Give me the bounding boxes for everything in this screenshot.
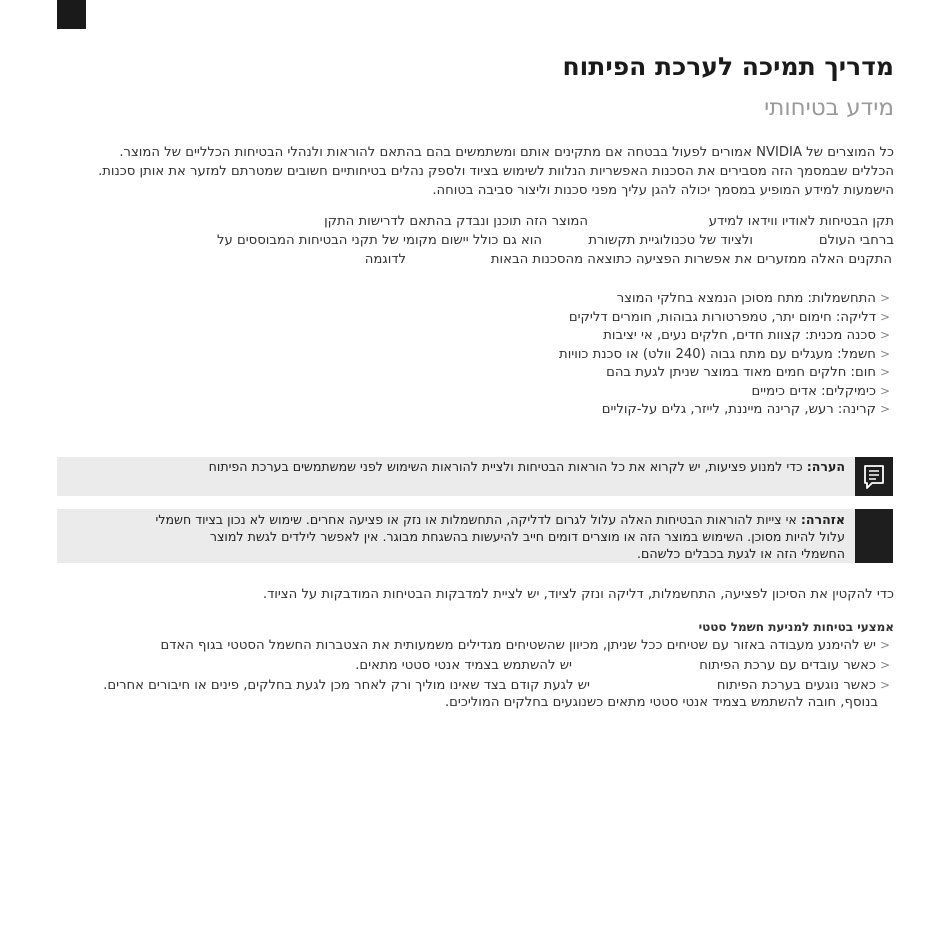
chevron-left-icon: < — [879, 346, 890, 361]
standards-cell: תקן הבטיחות לאודיו ווידאו למידע — [708, 214, 894, 229]
note-body: כדי למנוע פציעות, יש לקרוא את כל הוראות הבטיחות ולציית להוראות השימוש לפני שמשתמשים בערכת הפיתוח — [208, 459, 803, 474]
warning-icon — [855, 509, 893, 563]
static-section-title: אמצעי בטיחות למניעת חשמל סטטי — [698, 620, 894, 634]
hazard-list — [390, 291, 890, 421]
list-item: <חשמל: מעגלים עם מתח גבוה (240 וולט) או סכנת כוויות — [559, 346, 890, 362]
list-item-continuation: בנוסף, חובה להשתמש בצמיד אנטי סטטי מתאים כשנוגעים בחלקים המוליכים. — [444, 695, 878, 710]
chevron-left-icon: < — [879, 402, 890, 416]
risk-paragraph: כדי להקטין את הסיכון לפציעה, התחשמלות, דליקה ונזק לציוד, יש לציית למדבקות הבטיחות המודבקות על הציוד. — [262, 587, 894, 602]
intro-line: הכללים שבמסמך הזה מסבירים את הסכנות האפשריות הנלוות לשימוש בציוד ולספק נהלים בטיחותיים חשובים שמטרתם למזער את אותן סכנות. — [98, 164, 894, 179]
chevron-left-icon: < — [879, 638, 890, 652]
list-item: <כימיקלים: אדים כימיים — [751, 383, 890, 399]
standards-cell: ולציוד של טכנולוגיית תקשורת — [588, 233, 753, 248]
intro-paragraph — [34, 143, 894, 200]
note-box — [57, 457, 893, 496]
intro-line: הישמעות למידע המופיע במסמך יכולה להגן עליך מפני סכנות וליצור סביבה בטוחה. — [432, 183, 894, 198]
standards-cell: לדוגמה — [364, 252, 406, 267]
page-title: מדריך תמיכה לערכת הפיתוח — [562, 52, 894, 81]
standards-table — [0, 214, 950, 274]
chevron-left-icon: < — [879, 383, 890, 398]
list-item-continuation: יש להשתמש בצמיד אנטי סטטי מתאים. — [355, 658, 572, 673]
intro-line: כל המוצרים של NVIDIA אמורים לפעול בבטחה אם מתקינים אותם ומשתמשים בהם בהתאם להוראות ולנהלי הבטיחות הכלליים של המוצר. — [119, 145, 894, 160]
list-item: <כאשר נוגעים בערכת הפיתוח — [716, 678, 890, 693]
list-item-continuation: יש לגעת קודם בצד שאינו מוליך ורק לאחר מכן לגעת בחלקים, פינים או חיבורים אחרים. — [103, 678, 590, 693]
section-subtitle: מידע בטיחותי — [764, 95, 894, 121]
standards-cell: הוא גם כולל יישום מקומי של תקני הבטיחות המבוססים על — [217, 233, 542, 248]
chevron-left-icon: < — [879, 309, 890, 324]
warning-line: עלול להיות מסוכן. השימוש במוצר הזה או מוצרים דומים חייב להיעשות בהשגחת מבוגר. אין לאפשר לילדים לגשת למוצר — [209, 529, 845, 544]
warning-line: אזהרה: אי צייות להוראות הבטיחות האלה עלול לגרום לדליקה, התחשמלות או נזק או פציעה אחרים. שימוש לא נכון בציוד חשמלי — [155, 512, 845, 527]
warning-line: החשמלי הזה או לגעת בכבלים כלשהם. — [637, 546, 845, 561]
list-item: <יש להימנע מעבודה באזור עם שטיחים ככל שניתן, מכיוון שהשטיחים מגדילים משמעותית את הצטברות החשמל הסטטי בגוף האדם — [160, 638, 890, 653]
warning-label: אזהרה: — [800, 512, 845, 527]
note-label: הערה: — [806, 459, 845, 474]
corner-tab — [57, 0, 86, 29]
standards-cell: המוצר הזה תוכנן ונבדק בהתאם לדרישות התקן — [324, 214, 588, 229]
list-item: <התחשמלות: מתח מסוכן הנמצא בחלקי המוצר — [616, 291, 890, 306]
warning-text — [65, 510, 845, 561]
chevron-left-icon: < — [879, 678, 890, 692]
list-item: <כאשר עובדים עם ערכת הפיתוח — [699, 658, 890, 673]
chevron-left-icon: < — [879, 658, 890, 672]
static-list — [0, 638, 950, 718]
warning-box — [57, 509, 893, 563]
list-item: <דליקה: חימום יתר, טמפרטורות גבוהות, חומרים דליקים — [568, 309, 890, 325]
chevron-left-icon: < — [879, 365, 890, 379]
standards-cell: התקנים האלה ממזערים את אפשרות הפציעה כתוצאה מהסכנות הבאות — [490, 252, 892, 267]
list-item: <חום: חלקים חמים מאוד במוצר שניתן לגעת בהם — [606, 365, 890, 380]
standards-cell: ברחבי העולם — [818, 233, 894, 248]
list-item: <סכנה מכנית: קצוות חדים, חלקים נעים, אי יציבות — [603, 328, 890, 343]
list-item: <קרינה: רעש, קרינה מייננת, לייזר, גלים על-קוליים — [601, 402, 890, 417]
note-text — [65, 457, 845, 476]
chevron-left-icon: < — [879, 291, 890, 305]
note-icon — [855, 457, 893, 496]
chevron-left-icon: < — [879, 328, 890, 342]
